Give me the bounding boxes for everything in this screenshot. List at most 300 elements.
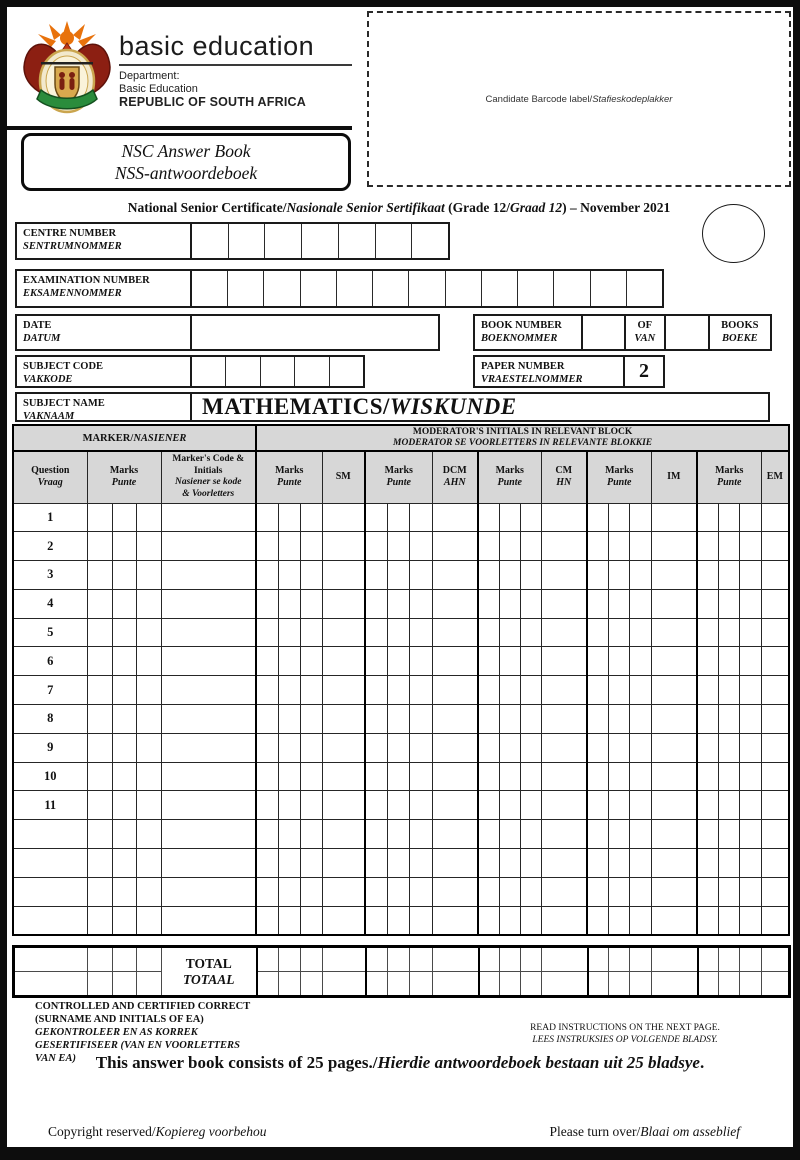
moderator-marks-subcell (499, 503, 520, 532)
moderator-marks-subcell (365, 561, 387, 590)
moderator-marks-subcell (278, 503, 300, 532)
moderator-initial-cell (432, 791, 478, 820)
total-moderator-initial-cell (433, 972, 479, 997)
moderator-marks-subcell (629, 705, 651, 734)
total-moderator-marks-subcell (366, 972, 388, 997)
moderator-marks-subcell (718, 762, 739, 791)
moderator-marks-subcell (499, 820, 520, 849)
marks-column-header: Marks Punte (478, 451, 541, 503)
marker-table-row (13, 618, 789, 647)
moderator-marks-subcell (608, 589, 629, 618)
marker-table-row (13, 589, 789, 618)
moderator-initial-cell (432, 647, 478, 676)
digit-cell (411, 224, 448, 258)
moderator-initial-cell (322, 532, 365, 561)
moderator-initial-cell (651, 589, 697, 618)
moderator-marks-subcell (499, 733, 520, 762)
paper-number-row (473, 355, 665, 388)
book-number-label: BOOK NUMBER BOEKNOMMER (475, 316, 583, 349)
total-moderator-initial-cell (652, 972, 698, 997)
moderator-marks-subcell (608, 705, 629, 734)
moderator-marks-subcell (387, 791, 409, 820)
moderator-marks-subcell (520, 762, 541, 791)
moderator-initial-cell (761, 618, 789, 647)
moderator-marks-subcell (608, 676, 629, 705)
moderator-initial-cell (322, 618, 365, 647)
marker-marks-subcell (136, 589, 161, 618)
marker-marks-subcell (87, 791, 112, 820)
moderator-marks-subcell (365, 589, 387, 618)
moderator-initial-cell (761, 705, 789, 734)
total-marks-subcell (113, 947, 137, 972)
moderator-marks-subcell (300, 762, 322, 791)
digit-cell (192, 224, 228, 258)
marker-code-cell (161, 906, 256, 935)
moderator-initial-cell (651, 791, 697, 820)
moderator-initial-cell (322, 877, 365, 906)
moderator-marks-subcell (256, 877, 278, 906)
marker-marks-subcell (87, 762, 112, 791)
books-label: BOOKS BOEKE (708, 316, 770, 349)
moderator-marks-subcell (499, 589, 520, 618)
title-session: ) – November 2021 (562, 200, 671, 215)
moderator-marks-subcell (520, 791, 541, 820)
marker-marks-subcell (87, 532, 112, 561)
moderator-initial-cell (322, 762, 365, 791)
moderator-marks-subcell (478, 561, 499, 590)
subject-name-row (15, 392, 770, 422)
question-number-cell: 8 (13, 705, 87, 734)
moderator-marks-subcell (478, 618, 499, 647)
moderator-marks-subcell (520, 676, 541, 705)
marker-marks-subcell (87, 503, 112, 532)
marker-marks-subcell (112, 877, 136, 906)
marker-code-cell (161, 647, 256, 676)
moderator-marks-subcell (300, 705, 322, 734)
total-moderator-initial-cell (762, 947, 790, 972)
moderator-marks-subcell (278, 791, 300, 820)
moderator-marks-subcell (697, 762, 718, 791)
moderator-marks-subcell (409, 589, 432, 618)
total-moderator-marks-subcell (521, 972, 542, 997)
marker-table-row (13, 561, 789, 590)
moderator-marks-subcell (629, 561, 651, 590)
moderator-marks-subcell (697, 849, 718, 878)
moderator-initial-cell (322, 820, 365, 849)
marker-marks-subcell (112, 733, 136, 762)
moderator-marks-subcell (739, 647, 761, 676)
marker-table-row (13, 705, 789, 734)
moderator-marks-subcell (739, 733, 761, 762)
moderator-initial-cell (541, 676, 587, 705)
moderator-marks-subcell (520, 589, 541, 618)
marks-column-header: Marks Punte (87, 451, 161, 503)
moderator-initial-cell (541, 877, 587, 906)
moderator-initial-cell (322, 849, 365, 878)
moderator-initial-cell (322, 791, 365, 820)
moderator-marks-subcell (587, 849, 608, 878)
total-moderator-marks-subcell (719, 947, 740, 972)
moderator-marks-subcell (300, 618, 322, 647)
marker-table-row (13, 849, 789, 878)
digit-cell (375, 224, 412, 258)
moderator-marks-subcell (629, 849, 651, 878)
examination-number-row (15, 269, 664, 308)
total-marks-subcell (113, 972, 137, 997)
moderator-marks-subcell (365, 676, 387, 705)
moderator-marks-subcell (499, 877, 520, 906)
date-row (15, 314, 440, 351)
moderator-initial-cell (541, 618, 587, 647)
certified-block: CONTROLLED AND CERTIFIED CORRECT (SURNAME AND INITIALS OF EA) GEKONTROLEER EN AS KORREK GESERTIFISEER (VAN EN VOORLETTERS VAN EA) (35, 1001, 251, 1064)
moderator-marks-subcell (718, 618, 739, 647)
moderator-initial-cell (651, 877, 697, 906)
marker-code-cell (161, 589, 256, 618)
moderator-initial-cell (651, 503, 697, 532)
moderator-initial-cell (651, 561, 697, 590)
moderator-marks-subcell (300, 647, 322, 676)
total-moderator-marks-subcell (301, 947, 323, 972)
moderator-initial-cell (432, 561, 478, 590)
moderator-marks-subcell (629, 906, 651, 935)
read-instructions-note: READ INSTRUCTIONS ON THE NEXT PAGE. LEES INSTRUKSIES OP VOLGENDE BLADSY. (530, 1023, 720, 1045)
moderator-marks-subcell (478, 676, 499, 705)
marker-table-row (13, 820, 789, 849)
moderator-section-header: MODERATOR'S INITIALS IN RELEVANT BLOCK MODERATOR SE VOORLETTERS IN RELEVANTE BLOKKIE (256, 425, 789, 451)
moderator-marks-subcell (718, 733, 739, 762)
moderator-marks-subcell (608, 647, 629, 676)
moderator-marks-subcell (608, 877, 629, 906)
marker-table-row (13, 877, 789, 906)
book-number-row (473, 314, 772, 351)
moderator-marks-subcell (587, 561, 608, 590)
moderator-initial-cell (761, 503, 789, 532)
moderator-marks-subcell (520, 532, 541, 561)
moderator-initial-cell (432, 532, 478, 561)
moderator-marks-subcell (739, 762, 761, 791)
moderator-marks-subcell (587, 532, 608, 561)
total-question-cell (14, 947, 88, 972)
total-moderator-initial-cell (542, 972, 588, 997)
question-number-cell (13, 906, 87, 935)
marker-marks-subcell (112, 849, 136, 878)
moderator-marks-subcell (718, 676, 739, 705)
marker-marks-subcell (112, 820, 136, 849)
moderator-initial-cell (322, 561, 365, 590)
marker-marks-subcell (87, 589, 112, 618)
moderator-initial-cell (432, 877, 478, 906)
marker-marks-subcell (136, 877, 161, 906)
moderator-initial-cell (322, 733, 365, 762)
book-number-cell (583, 316, 624, 349)
moderator-marks-subcell (278, 676, 300, 705)
marker-table-row (13, 791, 789, 820)
moderator-marks-subcell (300, 561, 322, 590)
moderator-marks-subcell (718, 532, 739, 561)
moderator-marks-subcell (365, 849, 387, 878)
wordmark-underline (119, 64, 352, 66)
paper-number-value: 2 (639, 360, 649, 382)
question-number-cell: 1 (13, 503, 87, 532)
moderator-marks-subcell (278, 561, 300, 590)
moderator-marks-subcell (608, 791, 629, 820)
marker-marks-subcell (136, 791, 161, 820)
moderator-initial-cell (761, 791, 789, 820)
examination-number-label: EXAMINATION NUMBER EKSAMENNOMMER (17, 271, 192, 306)
moderator-marks-subcell (409, 676, 432, 705)
total-moderator-marks-subcell (279, 972, 301, 997)
moderator-marks-subcell (409, 705, 432, 734)
moderator-marks-subcell (697, 589, 718, 618)
total-moderator-marks-subcell (609, 972, 630, 997)
moderator-marks-subcell (300, 532, 322, 561)
digit-cell (301, 224, 338, 258)
moderator-initial-cell (651, 647, 697, 676)
moderator-initial-cell (761, 676, 789, 705)
marker-marks-subcell (112, 618, 136, 647)
moderator-marks-subcell (256, 618, 278, 647)
moderator-initial-cell (651, 733, 697, 762)
moderator-marks-subcell (520, 733, 541, 762)
total-marks-subcell (137, 947, 162, 972)
moderator-marks-subcell (409, 532, 432, 561)
total-moderator-marks-subcell (257, 972, 279, 997)
marker-marks-subcell (136, 618, 161, 647)
moderator-marks-subcell (697, 820, 718, 849)
moderator-marks-subcell (278, 877, 300, 906)
moderator-marks-subcell (278, 647, 300, 676)
moderator-marks-subcell (608, 849, 629, 878)
subject-code-row (15, 355, 365, 388)
moderator-marks-subcell (629, 532, 651, 561)
moderator-marks-subcell (587, 589, 608, 618)
total-moderator-marks-subcell (740, 947, 762, 972)
moderator-marks-subcell (718, 820, 739, 849)
moderator-marks-subcell (365, 705, 387, 734)
moderator-initial-cell (432, 705, 478, 734)
total-moderator-initial-cell (433, 947, 479, 972)
marker-marks-subcell (87, 618, 112, 647)
moderator-initial-cell (432, 849, 478, 878)
moderator-marks-subcell (409, 820, 432, 849)
moderator-marks-subcell (697, 705, 718, 734)
marker-marks-subcell (112, 503, 136, 532)
total-moderator-marks-subcell (630, 947, 652, 972)
marker-code-column-header: Marker's Code & Initials Nasiener se kode & Voorletters (161, 451, 256, 503)
moderator-marks-subcell (608, 503, 629, 532)
moderator-marks-subcell (718, 589, 739, 618)
total-moderator-marks-subcell (301, 972, 323, 997)
page-count-note: This answer book consists of 25 pages./Hierdie antwoordeboek bestaan uit 25 bladsye. (95, 1053, 705, 1072)
republic-line: REPUBLIC OF SOUTH AFRICA (119, 95, 306, 109)
moderator-initial-cell (432, 618, 478, 647)
total-moderator-marks-subcell (521, 947, 542, 972)
marker-code-cell (161, 877, 256, 906)
moderator-marks-subcell (718, 791, 739, 820)
marker-table-row (13, 532, 789, 561)
moderator-dcm-header: DCM AHN (432, 451, 478, 503)
total-table-row (14, 972, 790, 997)
total-moderator-marks-subcell (388, 972, 410, 997)
moderator-marks-subcell (278, 906, 300, 935)
moderator-marks-subcell (278, 589, 300, 618)
coat-of-arms-logo (20, 21, 114, 125)
moderator-marks-subcell (256, 561, 278, 590)
marker-marks-subcell (87, 849, 112, 878)
question-number-cell: 6 (13, 647, 87, 676)
moderator-marks-subcell (718, 647, 739, 676)
moderator-marks-subcell (718, 849, 739, 878)
marker-code-cell (161, 618, 256, 647)
moderator-marks-subcell (365, 877, 387, 906)
moderator-initial-cell (651, 906, 697, 935)
moderator-initial-cell (761, 877, 789, 906)
moderator-marks-subcell (387, 561, 409, 590)
marks-column-header: Marks Punte (587, 451, 651, 503)
moderator-initial-cell (322, 705, 365, 734)
moderator-marks-subcell (520, 618, 541, 647)
question-number-cell (13, 820, 87, 849)
question-number-cell: 11 (13, 791, 87, 820)
moderator-marks-subcell (256, 503, 278, 532)
moderator-marks-subcell (256, 906, 278, 935)
moderator-marks-subcell (387, 503, 409, 532)
moderator-marks-subcell (387, 705, 409, 734)
moderator-marks-subcell (520, 906, 541, 935)
digit-cell (329, 357, 363, 386)
moderator-initial-cell (432, 820, 478, 849)
marker-marks-subcell (87, 906, 112, 935)
digit-cell (225, 357, 259, 386)
moderator-marks-subcell (718, 906, 739, 935)
moderator-marks-subcell (387, 589, 409, 618)
moderator-marks-subcell (739, 820, 761, 849)
moderator-marks-subcell (365, 618, 387, 647)
moderator-initial-cell (432, 589, 478, 618)
moderator-marks-subcell (629, 676, 651, 705)
moderator-marks-subcell (739, 705, 761, 734)
moderator-marks-subcell (587, 705, 608, 734)
department-line1: Department: (119, 70, 180, 82)
moderator-marks-subcell (365, 762, 387, 791)
moderator-initial-cell (761, 849, 789, 878)
centre-number-cells (192, 224, 448, 258)
department-block (119, 70, 306, 109)
moderator-initial-cell (541, 561, 587, 590)
total-label-en: TOTAL (185, 955, 232, 971)
moderator-initial-cell (432, 503, 478, 532)
marker-marks-subcell (136, 676, 161, 705)
moderator-marks-subcell (608, 618, 629, 647)
marker-marks-subcell (87, 647, 112, 676)
total-moderator-marks-subcell (479, 972, 500, 997)
moderator-marks-subcell (409, 503, 432, 532)
marker-code-cell (161, 676, 256, 705)
subject-name-label: SUBJECT NAME VAKNAAM (17, 394, 192, 420)
total-moderator-marks-subcell (609, 947, 630, 972)
question-number-cell: 2 (13, 532, 87, 561)
moderator-marks-subcell (697, 733, 718, 762)
total-moderator-marks-subcell (410, 947, 433, 972)
moderator-marks-subcell (739, 676, 761, 705)
moderator-marks-subcell (300, 503, 322, 532)
turn-over-note: Please turn over/Blaai om asseblief (549, 1124, 740, 1139)
question-number-cell (13, 849, 87, 878)
digit-cell (294, 357, 328, 386)
moderator-initial-cell (761, 820, 789, 849)
moderator-marks-subcell (387, 906, 409, 935)
moderator-initial-cell (541, 791, 587, 820)
moderator-marks-subcell (587, 906, 608, 935)
total-label-af: TOTAAL (182, 971, 235, 987)
moderator-marks-subcell (697, 561, 718, 590)
moderator-initial-cell (541, 849, 587, 878)
moderator-marks-subcell (608, 820, 629, 849)
moderator-marks-subcell (365, 791, 387, 820)
marker-marks-subcell (87, 820, 112, 849)
moderator-marks-subcell (520, 820, 541, 849)
moderator-marks-subcell (520, 705, 541, 734)
marker-table-row (13, 676, 789, 705)
moderator-marks-subcell (697, 906, 718, 935)
of-label: OF VAN (624, 316, 666, 349)
moderator-marks-subcell (629, 791, 651, 820)
moderator-marks-subcell (365, 906, 387, 935)
total-moderator-marks-subcell (500, 947, 521, 972)
moderator-marks-subcell (387, 676, 409, 705)
moderator-marks-subcell (587, 647, 608, 676)
marker-marks-subcell (112, 561, 136, 590)
total-moderator-marks-subcell (719, 972, 740, 997)
moderator-initial-cell (322, 906, 365, 935)
total-moderator-initial-cell (323, 947, 366, 972)
centre-number-label: CENTRE NUMBER SENTRUMNOMMER (17, 224, 192, 258)
marker-section-header: MARKER/NASIENER (13, 425, 256, 451)
moderator-marks-subcell (256, 791, 278, 820)
moderator-marks-subcell (697, 618, 718, 647)
digit-cell (408, 271, 444, 306)
question-number-cell: 10 (13, 762, 87, 791)
moderator-marks-subcell (587, 791, 608, 820)
date-label: DATE DATUM (17, 316, 192, 349)
question-number-cell: 5 (13, 618, 87, 647)
digit-cell (264, 224, 301, 258)
moderator-initial-cell (541, 705, 587, 734)
moderator-marks-subcell (587, 618, 608, 647)
moderator-marks-subcell (478, 733, 499, 762)
moderator-marks-subcell (697, 503, 718, 532)
marker-code-cell (161, 762, 256, 791)
moderator-marks-subcell (739, 561, 761, 590)
moderator-marks-subcell (478, 532, 499, 561)
moderator-initial-cell (761, 561, 789, 590)
moderator-marks-subcell (739, 849, 761, 878)
moderator-marks-subcell (387, 877, 409, 906)
marks-column-header: Marks Punte (697, 451, 761, 503)
digit-cell (626, 271, 662, 306)
moderator-marks-subcell (499, 762, 520, 791)
moderator-marks-subcell (387, 733, 409, 762)
moderator-marks-subcell (478, 820, 499, 849)
moderator-marks-subcell (608, 733, 629, 762)
total-moderator-initial-cell (323, 972, 366, 997)
moderator-marks-subcell (739, 791, 761, 820)
moderator-marks-subcell (739, 906, 761, 935)
moderator-marks-subcell (256, 589, 278, 618)
moderator-marks-subcell (278, 733, 300, 762)
moderator-marks-subcell (278, 849, 300, 878)
moderator-marks-subcell (365, 503, 387, 532)
